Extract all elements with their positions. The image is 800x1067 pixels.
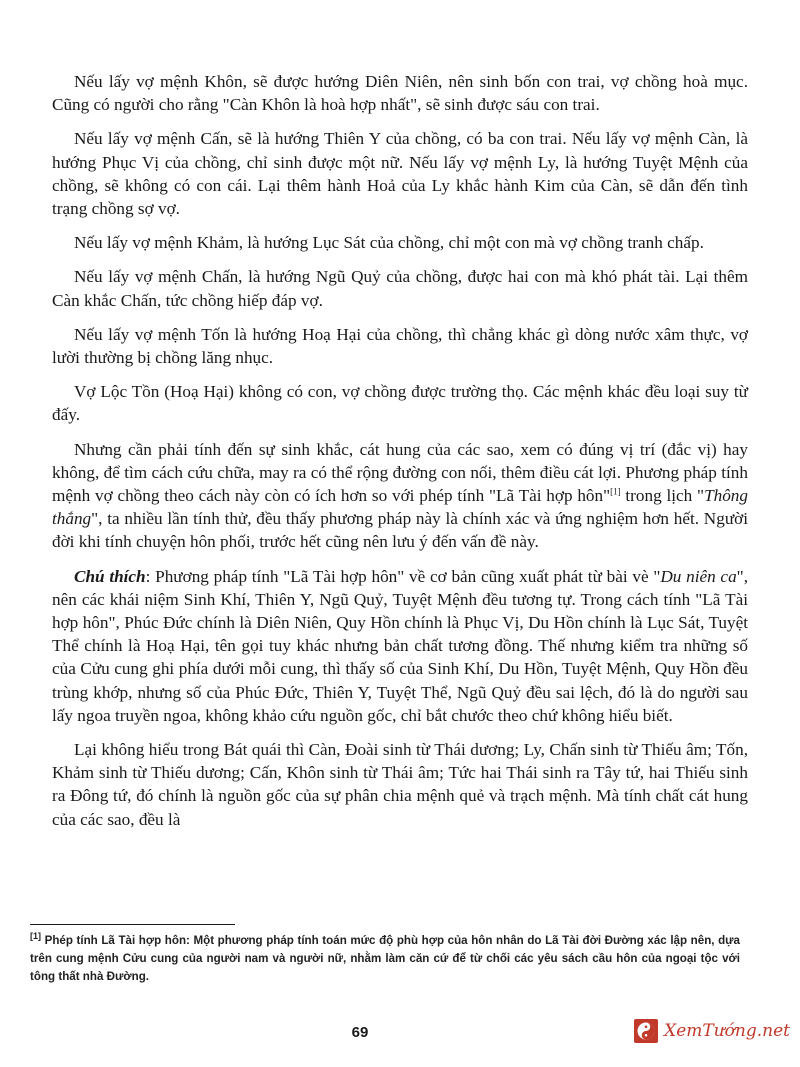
paragraph-4: Nếu lấy vợ mệnh Chấn, là hướng Ngũ Quỷ của chồng, được hai con mà khó phát tài. Lại thêm Càn khắc Chấn, tức chồng hiếp đáp vợ. xyxy=(52,267,748,310)
page-number: 69 xyxy=(351,1024,369,1041)
paragraph-3: Nếu lấy vợ mệnh Khảm, là hướng Lục Sát của chồng, chỉ một con mà vợ chồng tranh chấp. xyxy=(74,233,704,253)
yin-yang-icon xyxy=(634,1019,658,1043)
note-text-2: ", nên các khái niệm Sinh Khí, Thiên Y, Ngũ Quỷ, Tuyệt Mệnh đều tương tự. Trong cách tính "Lã Tài hợp hôn", Phúc Đức chính là Diên Niên, Quy Hồn chính là Phục Vị, Du Hồn chính là Lục Sát, Tuyệt Thể chính là Hoạ Hại, tên gọi tuy khác nhưng bản chất tương đồng. Thế nhưng kiểm tra những số của Cửu cung ghi phía dưới mỗi cung, thì thấy số của Sinh Khí, Du Hồn, Tuyệt Mệnh, Quy Hồn đều trùng khớp, nhưng số của Phúc Đức, Thiên Y, Tuyệt Thể, Ngũ Quỷ đều sai lệch, đó là do người sau lấy ngoa truyền ngoa, không khảo cứu nguồn gốc, chỉ bắt chước theo chứ không hiểu biết. xyxy=(52,566,748,725)
page-body xyxy=(52,70,748,842)
note-label: Chú thích xyxy=(74,566,146,586)
p7-italic-title: Thông thắng xyxy=(52,486,748,529)
watermark-text: XemTướng.net xyxy=(664,1021,790,1041)
watermark xyxy=(634,1016,790,1046)
footnote-divider xyxy=(30,924,235,925)
p7-text-1: Nhưng cần phải tính đến sự sinh khắc, cát hung của các sao, xem có đúng vị trí (đắc vị) hay không, để tìm cách cứu chữa, may ra có thể rộng đường con nối, thêm điều cát lợi. Phương pháp tính mệnh vợ chồng theo cách này còn có ích hơn so với phép tính "Lã Tài hợp hôn" xyxy=(52,439,748,506)
paragraph-6: Vợ Lộc Tồn (Hoạ Hại) không có con, vợ chồng được trường thọ. Các mệnh khác đều loại suy từ đấy. xyxy=(52,382,748,425)
paragraph-1: Nếu lấy vợ mệnh Khôn, sẽ được hướng Diên Niên, nên sinh bốn con trai, vợ chồng hoà mục. Cũng có người cho rằng "Càn Khôn là hoà hợp nhất", sẽ sinh được sáu con trai. xyxy=(52,72,748,115)
paragraph-note xyxy=(52,565,748,727)
p7-text-2: trong lịch " xyxy=(620,486,705,506)
footnote-text: Phép tính Lã Tài hợp hôn: Một phương pháp tính toán mức độ phù hợp của hôn nhân do Lã Tài đời Đường xác lập nên, dựa trên cung mệnh Cửu cung của người nam và người nữ, nhằm làm căn cứ để từ chối các yêu sách cầu hôn của ngoại tộc với tông thất nhà Đường. xyxy=(30,934,740,983)
note-italic-title: Du niên ca xyxy=(660,566,737,586)
footnote xyxy=(30,932,740,986)
note-text-1: : Phương pháp tính "Lã Tài hợp hôn" về cơ bản cũng xuất phát từ bài vè " xyxy=(145,566,661,586)
paragraph-7 xyxy=(52,438,748,554)
p7-text-3: ", ta nhiều lần tính thử, đều thấy phương pháp này là chính xác và ứng nghiệm hơn hết. Người đời khi tính chuyện hôn phối, trước hết cũng nên lưu ý đến vấn đề này. xyxy=(52,509,748,552)
paragraph-5: Nếu lấy vợ mệnh Tốn là hướng Hoạ Hại của chồng, thì chẳng khác gì dòng nước xâm thực, vợ lười thường bị chồng lăng nhục. xyxy=(52,324,748,368)
footnote-ref[interactable]: [1] xyxy=(610,486,621,497)
footnote-marker: [1] xyxy=(30,931,41,942)
paragraph-9: Lại không hiểu trong Bát quái thì Càn, Đoài sinh từ Thái dương; Ly, Chấn sinh từ Thiếu âm; Tốn, Khảm sinh từ Thiếu dương; Cấn, Khôn sinh từ Thái âm; Tức hai Thái sinh ra Tây tứ, hai Thiếu sinh ra Đông tứ, đó chính là nguồn gốc của sự phân chia mệnh quẻ và trạch mệnh. Mà tính chất cát hung của các sao, đều là xyxy=(52,740,748,829)
paragraph-2: Nếu lấy vợ mệnh Cấn, sẽ là hướng Thiên Y của chồng, có ba con trai. Nếu lấy vợ mệnh Càn, là hướng Phục Vị của chồng, chỉ sinh được một nữ. Nếu lấy vợ mệnh Ly, là hướng Tuyệt Mệnh của chồng, sẽ không có con cái. Lại thêm hành Hoả của Ly khắc hành Kim của Càn, sẽ dẫn đến tình trạng chồng sợ vợ. xyxy=(52,129,748,219)
